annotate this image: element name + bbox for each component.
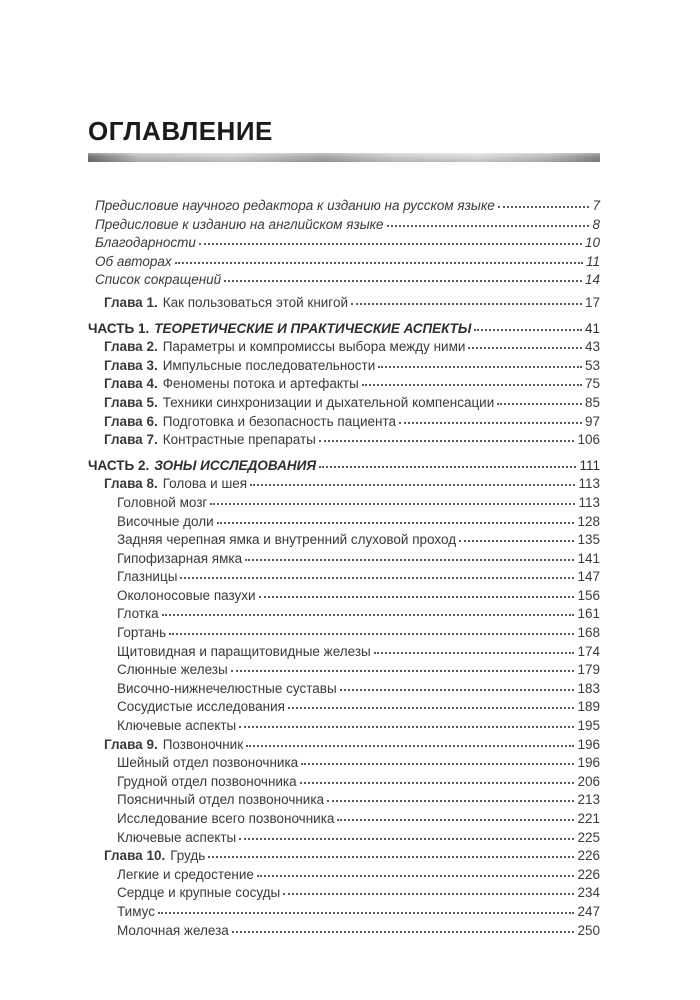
dot-leader xyxy=(319,440,575,442)
toc-entry-title: Гортань xyxy=(117,625,167,641)
toc-entry xyxy=(117,698,600,717)
dot-leader xyxy=(387,225,590,227)
toc-entry-title: Височные доли xyxy=(117,513,214,529)
toc-entry xyxy=(95,271,600,290)
toc-entry-title: Околоносовые пазухи xyxy=(117,587,256,603)
toc-entry-title: Сосудистые исследования xyxy=(117,699,285,715)
dot-leader xyxy=(327,800,574,802)
toc-list xyxy=(88,197,600,940)
toc-entry-page: 75 xyxy=(584,376,600,392)
dot-leader xyxy=(175,262,583,264)
toc-entry-title: Исследование всего позвоночника xyxy=(117,811,335,826)
toc-entry-page: 43 xyxy=(584,339,600,355)
dot-leader xyxy=(162,614,575,616)
dot-leader xyxy=(239,838,574,840)
toc-entry xyxy=(117,810,600,829)
toc-entry xyxy=(104,475,600,494)
toc-entry-title: ТЕОРЕТИЧЕСКИЕ И ПРАКТИЧЕСКИЕ АСПЕКТЫ xyxy=(154,320,472,336)
toc-entry-label: Глава 2. xyxy=(104,339,158,355)
toc-entry xyxy=(88,320,600,339)
toc-entry-title: Задняя черепная ямка и внутренний слуховой проход xyxy=(117,532,457,548)
toc-entry-title: Грудь xyxy=(170,848,206,864)
toc-entry-page: 41 xyxy=(584,320,600,336)
toc-entry-title: Голова и шея xyxy=(162,476,248,492)
toc-entry-page: 7 xyxy=(592,198,600,213)
toc-entry-title: Ключевые аспекты xyxy=(117,829,237,845)
dot-leader xyxy=(362,384,582,386)
toc-entry-title: Сердце и крупные сосуды xyxy=(117,885,281,901)
dot-leader xyxy=(498,206,590,208)
toc-entry xyxy=(104,847,600,866)
dot-leader xyxy=(257,875,575,877)
toc-entry xyxy=(95,234,600,253)
toc-entry-page: 111 xyxy=(579,457,600,473)
dot-leader xyxy=(158,912,574,914)
dot-leader xyxy=(180,577,574,579)
toc-entry-title: Поясничный отдел позвоночника xyxy=(117,792,325,808)
toc-entry-page: 53 xyxy=(584,357,600,373)
toc-entry-label: Глава 4. xyxy=(104,376,158,392)
toc-entry xyxy=(117,717,600,736)
toc-entry-page: 156 xyxy=(577,587,600,603)
toc-entry-page: 195 xyxy=(577,718,600,734)
dot-leader xyxy=(319,466,576,468)
dot-leader xyxy=(231,670,575,672)
toc-entry-title: Молочная железа xyxy=(117,922,229,938)
dot-leader xyxy=(300,782,575,784)
dot-leader xyxy=(378,366,582,368)
dot-leader xyxy=(246,745,574,747)
toc-entry-page: 247 xyxy=(577,903,600,919)
dot-leader xyxy=(468,347,582,349)
toc-entry-page: 161 xyxy=(577,606,600,622)
toc-entry-title: Головной мозг xyxy=(117,494,208,510)
toc-entry-title: Щитовидная и паращитовидные железы xyxy=(117,643,371,659)
dot-leader xyxy=(199,243,582,245)
toc-entry-page: 14 xyxy=(584,272,600,288)
toc-entry xyxy=(117,587,600,606)
toc-entry-page: 17 xyxy=(584,294,600,310)
toc-entry-page: 174 xyxy=(577,643,600,659)
dot-leader xyxy=(474,329,582,331)
dot-leader xyxy=(497,403,582,405)
toc-entry-page: 135 xyxy=(577,532,600,548)
toc-entry xyxy=(117,866,600,885)
toc-entry xyxy=(117,605,600,624)
toc-entry-label: Глава 1. xyxy=(104,294,158,310)
toc-entry xyxy=(117,568,600,587)
toc-entry xyxy=(104,338,600,357)
toc-entry-title: Шейный отдел позвоночника xyxy=(117,755,299,771)
toc-entry xyxy=(117,661,600,680)
toc-entry-page: 85 xyxy=(584,394,600,410)
toc-entry xyxy=(104,357,600,376)
toc-entry-page: 226 xyxy=(577,866,600,882)
toc-entry-title: Благодарности xyxy=(95,235,196,251)
dot-leader xyxy=(340,689,575,691)
toc-entry xyxy=(117,680,600,699)
toc-entry-page: 196 xyxy=(577,736,600,752)
toc-entry-page: 250 xyxy=(577,922,600,938)
toc-entry xyxy=(117,550,600,569)
dot-leader xyxy=(259,596,575,598)
toc-entry xyxy=(117,884,600,903)
toc-entry-label: Глава 9. xyxy=(104,736,158,752)
toc-entry-page: 221 xyxy=(577,811,600,826)
toc-entry-title: Предисловие научного редактора к изданию на русском языке xyxy=(95,198,495,213)
toc-entry-label: Глава 5. xyxy=(104,394,158,410)
toc-entry-page: 8 xyxy=(592,216,600,232)
toc-entry-page: 225 xyxy=(577,829,600,845)
toc-entry-title: Ключевые аспекты xyxy=(117,718,237,734)
dot-leader xyxy=(337,819,574,821)
toc-entry-label: Глава 3. xyxy=(104,357,158,373)
dot-leader xyxy=(374,652,575,654)
toc-entry-page: 226 xyxy=(577,848,600,864)
toc-entry-label: Глава 6. xyxy=(104,413,158,429)
toc-entry xyxy=(117,754,600,773)
toc-entry xyxy=(104,394,600,413)
toc-entry xyxy=(95,197,600,216)
dot-leader xyxy=(351,303,582,305)
toc-entry xyxy=(104,375,600,394)
toc-entry-page: 206 xyxy=(577,773,600,789)
toc-entry-page: 128 xyxy=(577,513,600,529)
dot-leader xyxy=(250,484,575,486)
toc-entry-label: ЧАСТЬ 1. xyxy=(88,320,150,336)
toc-entry-title: Подготовка и безопасность пациента xyxy=(162,413,396,429)
toc-entry-title: Легкие и средостение xyxy=(117,866,254,882)
toc-entry-title: Гипофизарная ямка xyxy=(117,550,243,566)
dot-leader xyxy=(217,522,575,524)
toc-entry-title: Грудной отдел позвоночника xyxy=(117,773,297,789)
toc-entry-title: Височно-нижнечелюстные суставы xyxy=(117,680,337,696)
toc-entry xyxy=(117,922,600,941)
toc-entry xyxy=(117,829,600,848)
toc-entry-page: 147 xyxy=(577,569,600,585)
dot-leader xyxy=(245,559,574,561)
toc-entry-title: Параметры и компромиссы выбора между ними xyxy=(162,339,466,355)
toc-entry xyxy=(104,413,600,432)
dot-leader xyxy=(399,422,582,424)
toc-entry-page: 11 xyxy=(585,253,600,269)
toc-entry-page: 141 xyxy=(577,550,600,566)
toc-entry xyxy=(88,457,600,476)
toc-entry-page: 213 xyxy=(577,792,600,808)
dot-leader xyxy=(239,726,574,728)
toc-entry xyxy=(117,903,600,922)
toc-entry xyxy=(117,643,600,662)
toc-entry-title: Техники синхронизации и дыхательной компенсации xyxy=(162,394,495,410)
toc-entry-title: Об авторах xyxy=(95,253,172,269)
toc-entry-page: 179 xyxy=(577,662,600,678)
toc-entry-title: Тимус xyxy=(117,903,155,919)
dot-leader xyxy=(208,856,574,858)
toc-entry-page: 113 xyxy=(578,476,600,492)
toc-entry xyxy=(117,791,600,810)
page-title: ОГЛАВЛЕНИЕ xyxy=(88,116,273,146)
toc-entry-title: Список сокращений xyxy=(95,272,222,288)
toc-entry-page: 113 xyxy=(578,494,600,510)
toc-entry-title: Феномены потока и артефакты xyxy=(162,376,359,392)
toc-entry-page: 10 xyxy=(584,235,600,251)
dot-leader xyxy=(224,280,582,282)
toc-entry-title: Позвоночник xyxy=(162,736,244,752)
toc-entry-title: Глотка xyxy=(117,606,159,622)
toc-entry-page: 106 xyxy=(577,432,600,448)
dot-leader xyxy=(169,633,574,635)
toc-entry-page: 196 xyxy=(577,755,600,771)
toc-entry-title: Слюнные железы xyxy=(117,662,228,678)
toc-entry xyxy=(104,294,600,313)
toc-entry xyxy=(117,494,600,513)
toc-entry-title: Контрастные препараты xyxy=(162,432,316,448)
toc-entry-page: 189 xyxy=(577,699,600,715)
title-divider-rule xyxy=(88,153,600,162)
toc-entry xyxy=(95,253,600,272)
dot-leader xyxy=(459,540,574,542)
toc-entry-label: Глава 7. xyxy=(104,432,158,448)
toc-entry-page: 183 xyxy=(577,680,600,696)
toc-entry-title: Импульсные последовательности xyxy=(162,357,376,373)
toc-entry xyxy=(104,431,600,450)
toc-entry xyxy=(117,531,600,550)
toc-entry-title: Как пользоваться этой книгой xyxy=(162,294,348,310)
toc-entry xyxy=(104,736,600,755)
toc-entry-label: ЧАСТЬ 2. xyxy=(88,457,150,473)
toc-entry-label: Глава 8. xyxy=(104,476,158,492)
dot-leader xyxy=(301,763,574,765)
toc-entry xyxy=(117,624,600,643)
toc-entry-title: ЗОНЫ ИССЛЕДОВАНИЯ xyxy=(154,457,317,473)
toc-entry-title: Предисловие к изданию на английском языке xyxy=(95,216,384,232)
toc-entry-page: 168 xyxy=(577,625,600,641)
toc-entry xyxy=(117,773,600,792)
dot-leader xyxy=(283,893,574,895)
toc-entry-label: Глава 10. xyxy=(104,848,166,864)
toc-entry xyxy=(117,513,600,532)
dot-leader xyxy=(232,931,575,933)
dot-leader xyxy=(288,707,574,709)
dot-leader xyxy=(210,503,575,505)
toc-entry-page: 97 xyxy=(584,413,600,429)
toc-entry-title: Глазницы xyxy=(117,569,178,585)
toc-entry xyxy=(95,216,600,235)
toc-entry-page: 234 xyxy=(577,885,600,901)
